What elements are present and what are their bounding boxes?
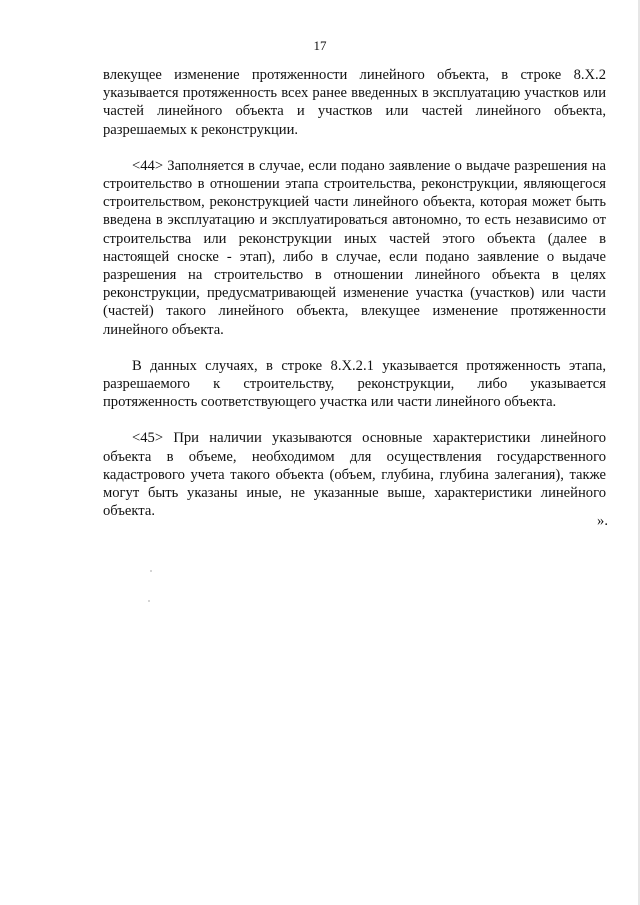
scan-speck — [150, 570, 152, 572]
paragraph-cases: В данных случаях, в строке 8.Х.2.1 указывается протяженность этапа, разрешаемого к строительству, реконструкции, либо указывается протяженность соответствующего участка или части линейного объекта. — [103, 357, 606, 411]
paragraph-continuation: влекущее изменение протяженности линейного объекта, в строке 8.Х.2 указывается протяженность всех ранее введенных в эксплуатацию участков или частей линейного объекта и участков или частей линейного объекта, разрешаемых к реконструкции. — [103, 67, 606, 138]
footnote-44: <44> Заполняется в случае, если подано заявление о выдаче разрешения на строительство в отношении этапа строительства, реконструкции, являющегося строительством, реконструкцией части линейного объекта, которая может быть введена в эксплуатацию и эксплуатироваться автономно, то есть независимо от строительства или реконструкции иных частей этого объекта (далее в настоящей сноске - этап), либо в случае, если подано заявление о выдаче разрешения на строительство в отношении линейного объекта в целях реконструкции, предусматривающей изменение участка (участков) или части (частей) такого линейного объекта, влекущее изменение протяженности линейного объекта. — [103, 157, 606, 338]
document-body — [103, 66, 606, 520]
closing-quote-mark: ». — [597, 513, 608, 529]
page-number: 17 — [313, 38, 327, 53]
scan-speck — [148, 600, 150, 602]
footnote-45: <45> При наличии указываются основные характеристики линейного объекта в объеме, необходимом для осуществления государственного кадастрового учета такого объекта (объем, глубина, глубина залегания), также могут быть указаны иные, не указанные выше, характеристики линейного объекта. — [103, 430, 606, 520]
